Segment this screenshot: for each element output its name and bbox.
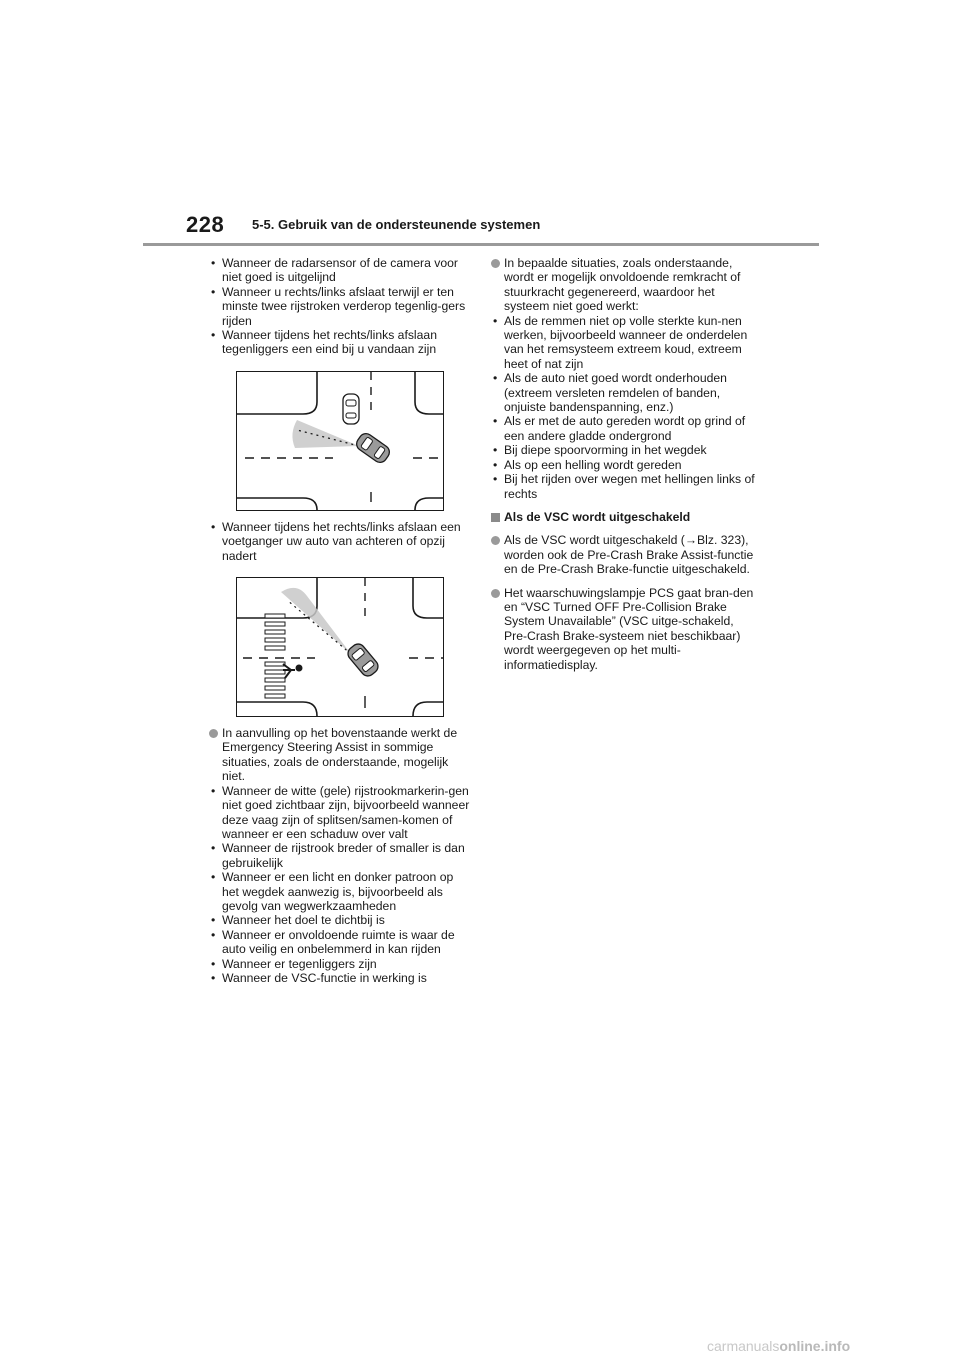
list-item: • Wanneer de radarsensor of de camera voor niet goed is uitgelijnd: [209, 256, 473, 285]
header-divider: [143, 243, 819, 246]
right-column: [491, 256, 755, 672]
intersection-illustration-2: [237, 578, 443, 716]
bullet-circle-icon: [209, 729, 218, 738]
note-vsc-off: Als de VSC wordt uitgeschakeld (→Blz. 323), worden ook de Pre-Crash Brake Assist-functie en de Pre-Crash Brake-functie uitgeschakeld.: [491, 533, 755, 576]
intersection-illustration-1: [237, 372, 443, 510]
note-insufficient-force: In bepaalde situaties, zoals onderstaande, wordt er mogelijk onvoldoende remkracht of stuurkracht gegenereerd, waardoor het systeem niet goed werkt:: [491, 256, 755, 314]
bullet-circle-icon: [491, 259, 500, 268]
bullet-list-3: [209, 784, 473, 986]
list-item: • Bij het rijden over wegen met hellingen links of rechts: [491, 472, 755, 501]
list-item: • Wanneer er onvoldoende ruimte is waar de auto veilig en onbelemmerd in kan rijden: [209, 928, 473, 957]
list-item: • Wanneer de rijstrook breder of smaller is dan gebruikelijk: [209, 841, 473, 870]
note-pcs-warning: Het waarschuwingslampje PCS gaat bran-den en “VSC Turned OFF Pre-Collision Brake System Unavailable” (VSC uitge-schakeld, Pre-Crash Brake-systeem niet beschikbaar) wordt weergegeven op het multi-informatiedisplay.: [491, 586, 755, 672]
bullet-list-right-1: [491, 314, 755, 501]
figure-pedestrian: [236, 577, 444, 717]
list-item: • Als de remmen niet op volle sterkte kun-nen werken, bijvoorbeeld wanneer de onderdelen van het remsysteem extreem koud, extreem heet of nat zijn: [491, 314, 755, 372]
list-item: • Wanneer tijdens het rechts/links afslaan tegenliggers een eind bij u vandaan zijn: [209, 328, 473, 357]
bullet-circle-icon: [491, 589, 500, 598]
list-item: • Bij diepe spoorvorming in het wegdek: [491, 443, 755, 457]
list-item: • Wanneer tijdens het rechts/links afslaan een voetganger uw auto van achteren of opzij nadert: [209, 520, 473, 563]
bullet-list-1: [209, 256, 473, 357]
section-title: 5-5. Gebruik van de ondersteunende systemen: [252, 217, 541, 232]
left-column: [209, 256, 473, 985]
pedestrian-icon: [283, 664, 302, 678]
list-item: • Als op een helling wordt gereden: [491, 458, 755, 472]
heading-vsc-off: Als de VSC wordt uitgeschakeld: [491, 510, 755, 524]
list-item: • Als er met de auto gereden wordt op grind of een andere gladde ondergrond: [491, 414, 755, 443]
watermark: carmanualsonline.info: [707, 1338, 851, 1354]
list-item: • Wanneer u rechts/links afslaat terwijl er ten minste twee rijstroken verderop tegenlig-gers rijden: [209, 285, 473, 328]
bullet-list-2: [209, 520, 473, 563]
note-emergency-steering: In aanvulling op het bovenstaande werkt de Emergency Steering Assist in sommige situaties, zoals de onderstaande, mogelijk niet.: [209, 726, 473, 784]
figure-oncoming-traffic: [236, 371, 444, 511]
bullet-circle-icon: [491, 536, 500, 545]
list-item: • Wanneer het doel te dichtbij is: [209, 913, 473, 927]
list-item: • Wanneer de VSC-functie in werking is: [209, 971, 473, 985]
list-item: • Als de auto niet goed wordt onderhouden (extreem versleten remdelen of banden, onjuiste bandenspanning, enz.): [491, 371, 755, 414]
page-number: 228: [186, 212, 225, 237]
list-item: • Wanneer de witte (gele) rijstrookmarkerin-gen niet goed zichtbaar zijn, bijvoorbeeld wanneer deze vaag zijn of splitsen/samen-komen of wanneer er een schaduw over valt: [209, 784, 473, 842]
list-item: • Wanneer er tegenliggers zijn: [209, 957, 473, 971]
list-item: • Wanneer er een licht en donker patroon op het wegdek aanwezig is, bijvoorbeeld als gevolg van wegwerkzaamheden: [209, 870, 473, 913]
heading-square-icon: [491, 513, 500, 522]
